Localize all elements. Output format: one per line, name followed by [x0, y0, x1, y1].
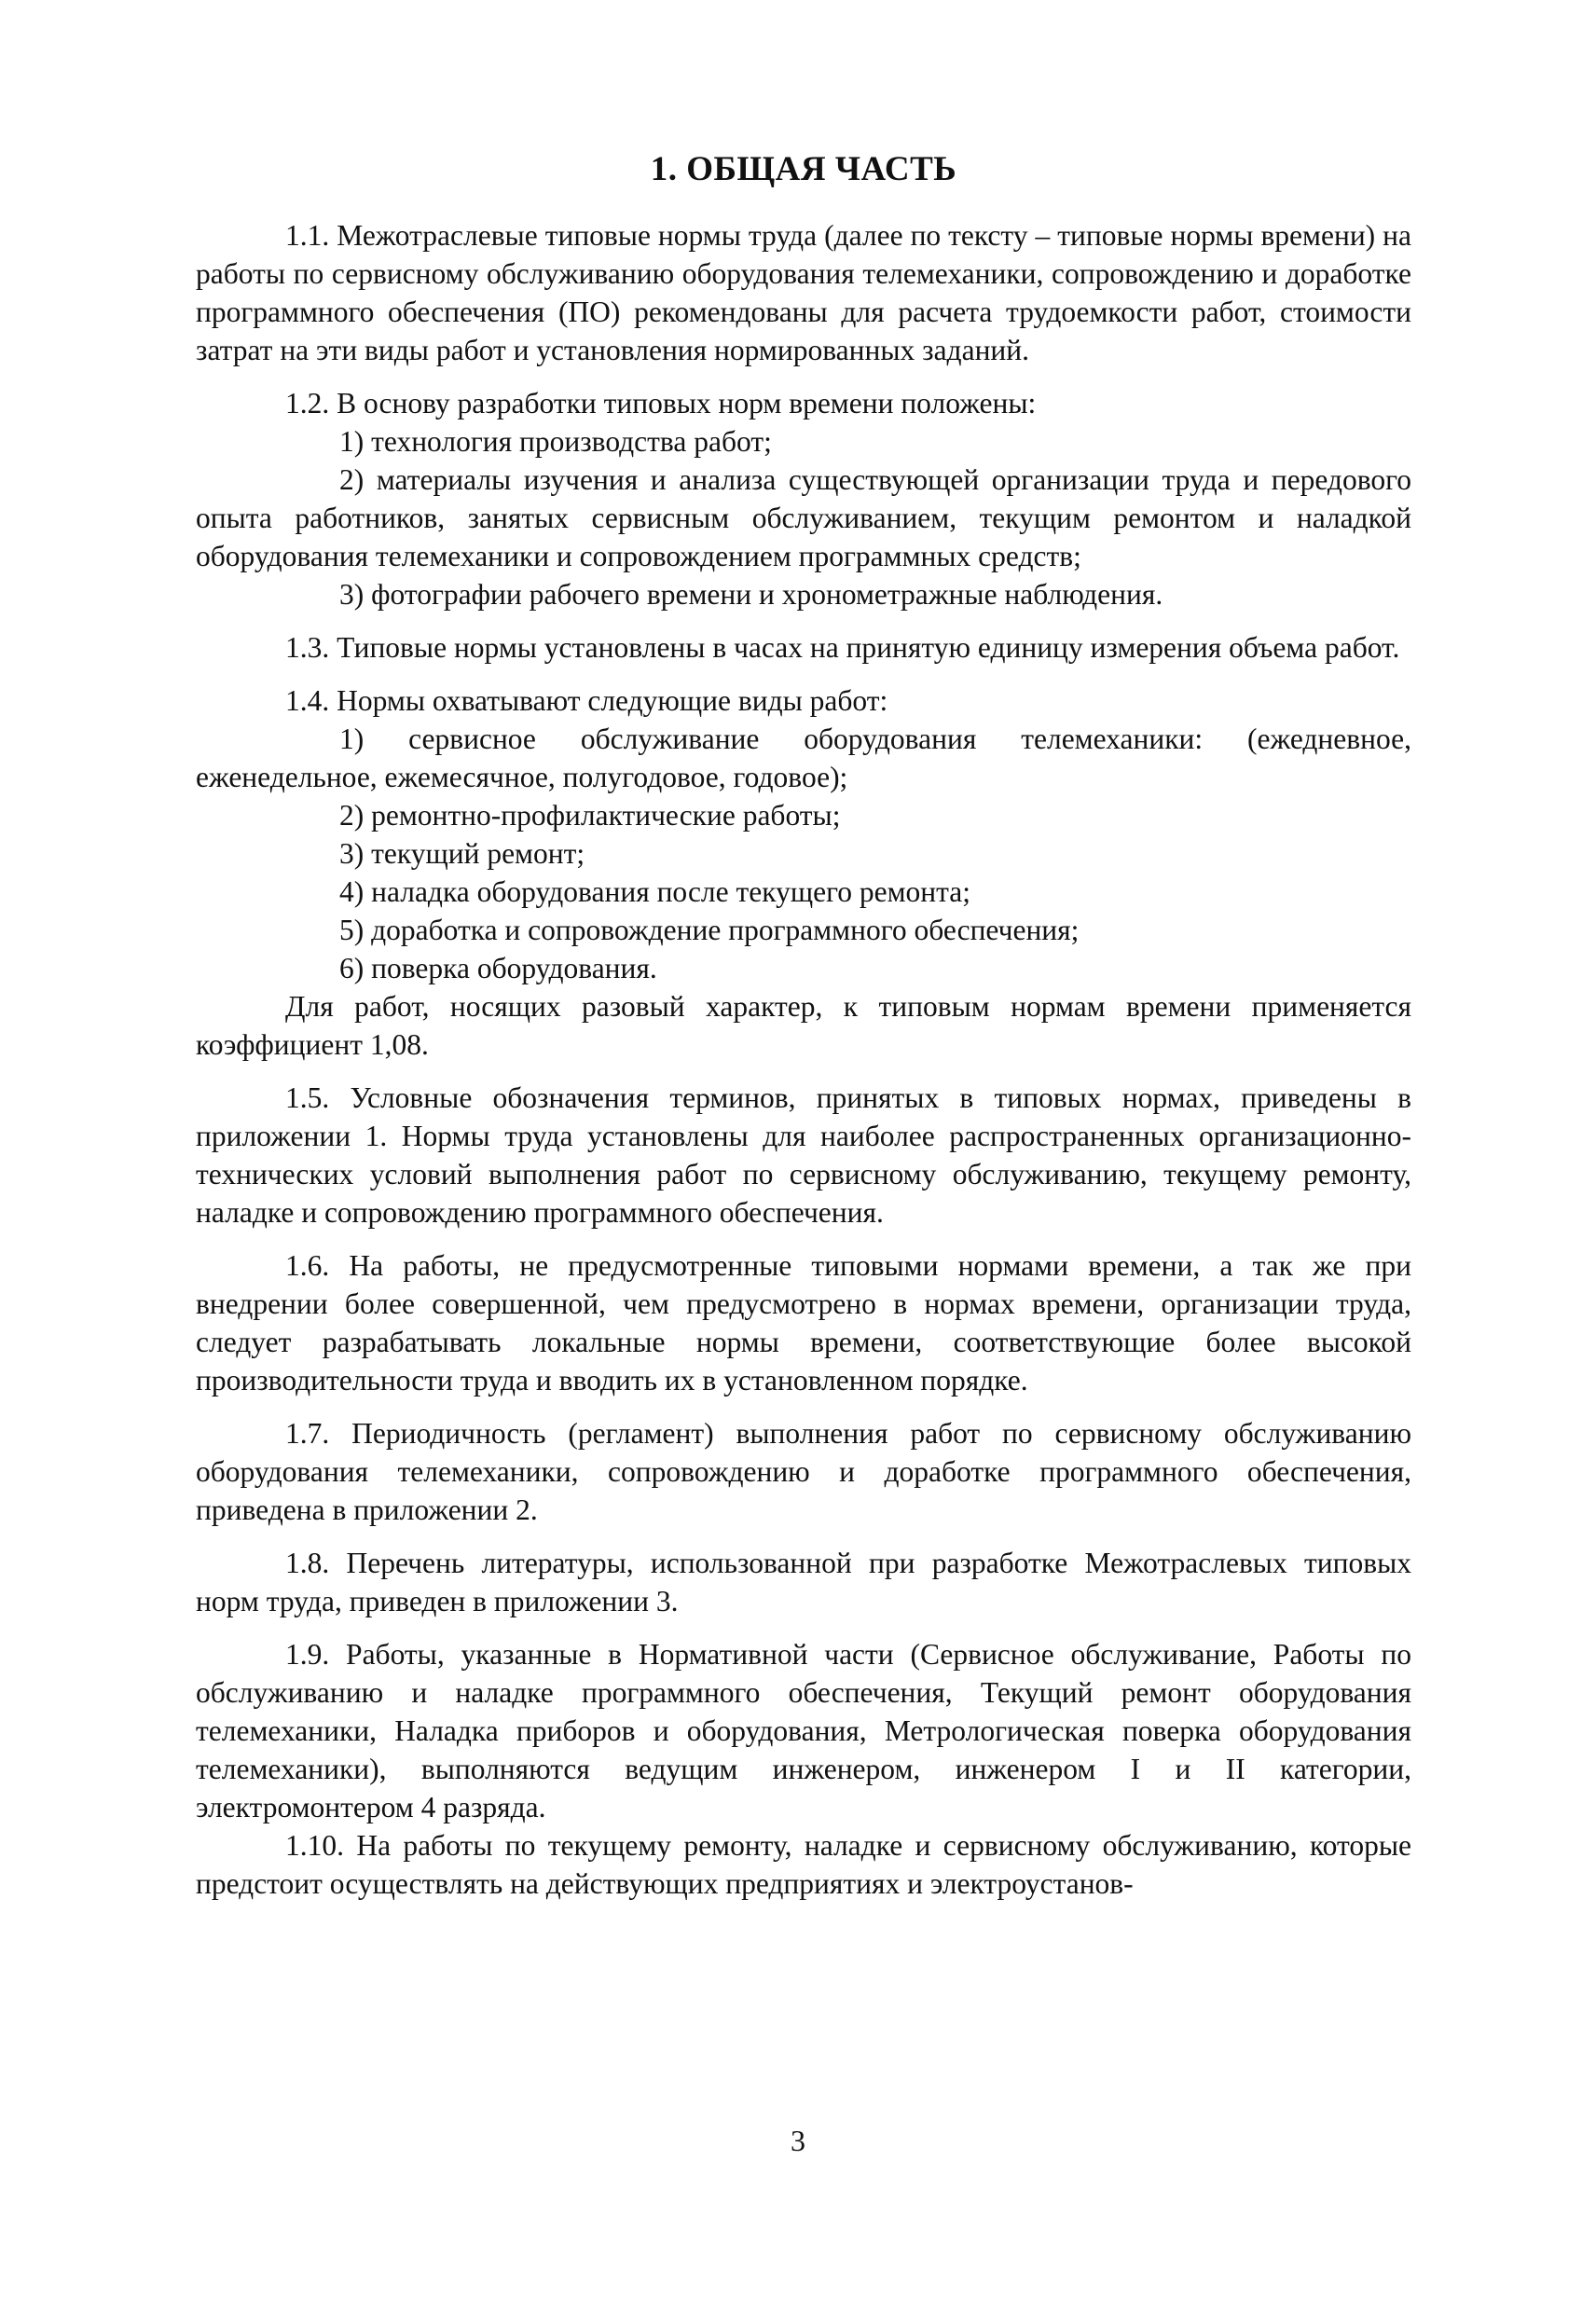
paragraph-1-5: 1.5. Условные обозначения терминов, принятых в типовых нормах, приведены в приложении 1. Нормы труда установлены для наиболее распространенных организационно-технических условий выполнения работ по сервисному обслуживанию, текущему ремонту, наладке и сопровождению программного обеспечения. — [196, 1081, 1411, 1229]
section-title: 1. ОБЩАЯ ЧАСТЬ — [650, 150, 957, 188]
list-item: 1) технология производства работ; — [339, 425, 772, 458]
paragraph-note: Для работ, носящих разовый характер, к типовым нормам времени применяется коэффициент 1,08. — [196, 990, 1411, 1061]
list-item: 2) материалы изучения и анализа существующей организации труда и передового опыта работников, занятых сервисным обслуживанием, текущим ремонтом и наладкой оборудования телемеханики и сопровождением программных средств; — [196, 463, 1411, 572]
list-item: 3) фотографии рабочего времени и хронометражные наблюдения. — [339, 578, 1163, 611]
list-item: 2) ремонтно-профилактические работы; — [339, 799, 841, 832]
paragraph-1-2: 1.2. В основу разработки типовых норм времени положены: — [285, 387, 1037, 420]
page-number: 3 — [791, 2124, 805, 2157]
paragraph-1-9: 1.9. Работы, указанные в Нормативной части (Сервисное обслуживание, Работы по обслуживанию и наладке программного обеспечения, Текущий ремонт оборудования телемеханики, Наладка приборов и оборудования, Метрологическая поверка оборудования телемеханики), выполняются ведущим инженером, инженером I и II категории, электромонтером 4 разряда. — [196, 1638, 1411, 1823]
list-item: 3) текущий ремонт; — [339, 837, 585, 870]
list-item: 5) доработка и сопровождение программного обеспечения; — [339, 914, 1080, 946]
list-item: 6) поверка оборудования. — [339, 952, 657, 984]
paragraph-1-10: 1.10. На работы по текущему ремонту, наладке и сервисному обслуживанию, которые предстоит осуществлять на действующих предприятиях и электроустанов- — [196, 1829, 1411, 1900]
paragraph-1-3: 1.3. Типовые нормы установлены в часах на принятую единицу измерения объема работ. — [285, 631, 1400, 664]
paragraph-1-7: 1.7. Периодичность (регламент) выполнения работ по сервисному обслуживанию оборудования телемеханики, сопровождению и доработке программного обеспечения, приведена в приложении 2. — [196, 1417, 1411, 1526]
list-item: 1) сервисное обслуживание оборудования телемеханики: (ежедневное, еженедельное, ежемесячное, полугодовое, годовое); — [196, 722, 1411, 793]
document-body — [196, 149, 1411, 1903]
paragraph-1-1: 1.1. Межотраслевые типовые нормы труда (далее по тексту – типовые нормы времени) на работы по сервисному обслуживанию оборудования телемеханики, сопровождению и доработке программного обеспечения (ПО) рекомендованы для расчета трудоемкости работ, стоимости затрат на эти виды работ и установления нормированных заданий. — [196, 219, 1411, 366]
paragraph-1-4: 1.4. Нормы охватывают следующие виды работ: — [285, 684, 888, 717]
paragraph-1-8: 1.8. Перечень литературы, использованной при разработке Межотраслевых типовых норм труда, приведен в приложении 3. — [196, 1547, 1411, 1617]
paragraph-1-6: 1.6. На работы, не предусмотренные типовыми нормами времени, а так же при внедрении более совершенной, чем предусмотрено в нормах времени, организации труда, следует разрабатывать локальные нормы времени, соответствующие более высокой производительности труда и вводить их в установленном порядке. — [196, 1249, 1411, 1397]
list-item: 4) наладка оборудования после текущего ремонта; — [339, 875, 971, 908]
